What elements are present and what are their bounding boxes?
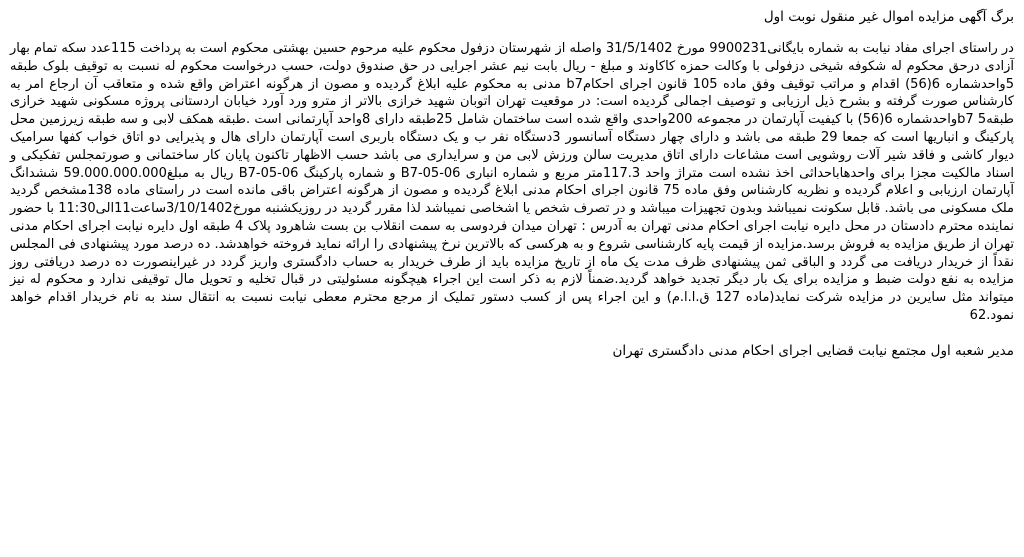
notice-title: برگ آگهی مزایده اموال غیر منقول نوبت اول [763,9,1014,25]
notice-body: در راستای اجرای مفاد نیابت به شماره بایگانی9900231 مورخ 31/5/1402 واصله از شهرستان دزفول محکوم علیه مرحوم حسین بهشتی محکوم است به پرداخت 115عدد سکه تمام بهار آزادی درحق محکوم له شکوفه شیخی دزفولی با وکالت حمزه کاکاوند و مبلغ - ریال بابت نیم عشر اجرایی در حق صندوق دولت، حسب درخواست محکوم له نسبت به توقیف بلوک طبقه 5واحدشماره 6(56) اقدام و مراتب توقیف وفق ماده 105 قانون اجرای احکامb7 مدنی به محکوم علیه ابلاغ گردیده و مصون از هرگونه اعتراض واقع شده و متعاقب آن ارجاع امر به کارشناس صورت گرفته و بشرح ذیل ارزیابی و توصیف اجمالی گردیده است: در موقعیت تهران اتوبان شهید خرازی بالاتر از مترو ورد آورد خیابان اردستانی پروژه مسکونی شهید خرازی طبقهb7 5واحدشماره 6(56) با کیفیت آپارتمان در مجموعه 200واحدی واقع شده است ساختمان شامل 25طبقه دارای 8واحد آپارتمانی است .طبقه همکف لابی و سه طبقه زیرزمین محل پارکینگ و انباریها است که جمعا 29 طبقه می باشد و دارای چهار دستگاه آسانسور 3دستگاه نفر ب و یک دستگاه باربری است آپارتمان دارای هال و پذیرایی دو اتاق خواب کفها سرامیک دیوار کاشی و فاقد شیر آلات روشویی است مشاعات دارای اتاق مدیریت سالن ورزش لابی من و سرایداری می باشد حسب الاظهار تاکنون پایان کار ساختمانی و صورتمجلس تفکیکی و اسناد مالکیت مجزا برای واحدهاباحداثی اخذ نشده است متراژ واحد 117.3متر مربع و شماره انباری B7-05-06 و شماره پارکینگ B7-05-06 ریال به مبلغ59.000.000.000 ششدانگ آپارتمان ارزیابی و اعلام گردیده و نظریه کارشناس وفق ماده 75 قانون اجرای احکام مدنی ابلاغ گردیده و مصون از هرگونه اعتراض باقی مانده است در راستای ماده 138مشخص گردید ملک مسکونی می باشد. قابل سکونت نمیباشد وبدون تجهیزات میباشد و در تصرف شخص یا اشخاصی نمیباشد لذا مقرر گردید در روزیکشنبه مورخ3/10/1402ساعت11الی11:30 با حضور نماینده محترم دادستان در محل دایره نیابت اجرای احکام مدنی تهران به آدرس : تهران میدان فردوسی به سمت انقلاب بن بست شاهرود پلاک 4 طبقه اول دایره نیابت اجرای احکام مدنی تهران از طریق مزایده به فروش برسد.مزایده از قیمت پایه کارشناسی شروع و به هرکسی که بالاترین نرخ پیشنهادی را ارائه نماید فروخته خواهدشد. ده درصد مورد پیشنهادی فی المجلس نقداً از خریدار دریافت می گردد و الباقی ثمن پیشنهادی ظرف مدت یک ماه از تاریخ مزایده باید از طرف خریدار به حساب دادگستری واریز گردد در غیراینصورت ده درصد دریافتی روز مزایده به نفع دولت ضبط و مزایده برای یک بار دیگر تجدید خواهد گردید.ضمناً لازم به ذکر است این اجراء هیچگونه مسئولیتی در قبال تخلیه و تحویل مال توقیفی ندارد و محکوم له نیز میتواند مثل سایرین در مزایده شرکت نماید(ماده 127 ق.ا.ا.م) و این اجراء پس از کسب دستور تملیک از مرجع محترم معطی نیابت نسبت به انتقال سند به نام خریدار اقدام خواهد نمود.62 [10,41,1015,323]
auction-notice [10,6,1014,551]
notice-footer-signature: مدیر شعبه اول مجتمع نیابت قضایی اجرای احکام مدنی دادگستری تهران [612,342,1014,359]
